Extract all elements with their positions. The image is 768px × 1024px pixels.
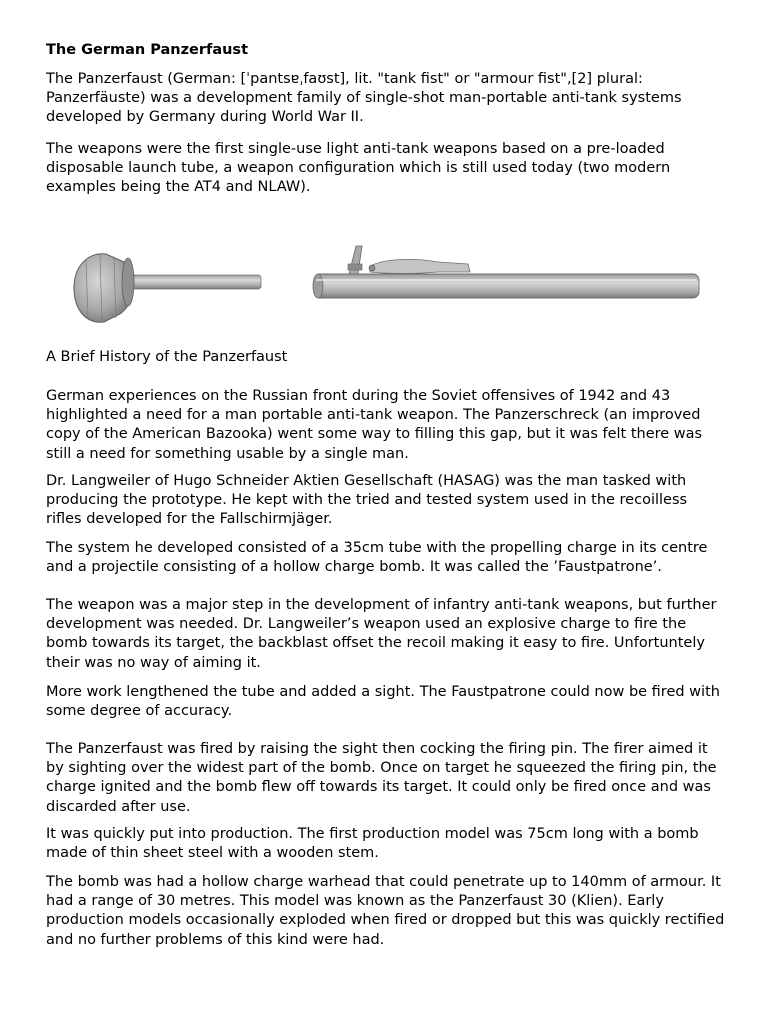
- launch-tube-image: [313, 246, 699, 298]
- body-paragraph-7: It was quickly put into production. The first production model was 75cm long with a bomb made of thin sheet steel with a wooden stem.: [46, 826, 699, 862]
- document-title: The German Panzerfaust: [46, 42, 248, 58]
- body-paragraph-3: The system he developed consisted of a 35cm tube with the propelling charge in its centre and a projectile consisting of a hollow charge bomb. It was called the ’Faustpatrone’.: [46, 540, 708, 576]
- body-paragraph-6: The Panzerfaust was fired by raising the sight then cocking the firing pin. The firer aimed it by sighting over the widest part of the bomb. Once on target he squeezed the firing pin, the charge ignited and the bomb flew off towards its target. It could only be fired once and was discarded after use.: [46, 741, 717, 815]
- warhead-image: [74, 254, 261, 322]
- body-paragraph-5: More work lengthened the tube and added a sight. The Faustpatrone could now be fired with some degree of accuracy.: [46, 684, 720, 720]
- body-paragraph-2: Dr. Langweiler of Hugo Schneider Aktien Gesellschaft (HASAG) was the man tasked with producing the prototype. He kept with the tried and tested system used in the recoilless rifles developed for the Fallschirmjäger.: [46, 473, 688, 528]
- intro-paragraph-1: The Panzerfaust (German: [ˈpantsɐˌfaʊst], lit. "tank fist" or "armour fist",[2] plural: Panzerfäuste) was a development family of single-shot man-portable anti-tank systems developed by Germany during World War II.: [46, 71, 682, 126]
- section-heading: A Brief History of the Panzerfaust: [46, 349, 288, 365]
- panzerfaust-photo: [66, 228, 716, 338]
- body-paragraph-8: The bomb was had a hollow charge warhead that could penetrate up to 140mm of armour. It had a range of 30 metres. This model was known as the Panzerfaust 30 (Klien). Early production models occasionally exploded when fired or dropped but this was quickly rectified and no further problems of this kind were had.: [46, 874, 725, 948]
- body-paragraph-4: The weapon was a major step in the development of infantry anti-tank weapons, but further development was needed. Dr. Langweiler’s weapon used an explosive charge to fire the bomb towards its target, the backblast offset the recoil making it easy to fire. Unfortuntely their was no way of aiming it.: [46, 597, 717, 671]
- body-paragraph-1: German experiences on the Russian front during the Soviet offensives of 1942 and 43 highlighted a need for a man portable anti-tank weapon. The Panzerschreck (an improved copy of the American Bazooka) went some way to filling this gap, but it was felt there was still a need for something usable by a single man.: [46, 388, 703, 462]
- intro-paragraph-2: The weapons were the first single-use light anti-tank weapons based on a pre-loaded disposable launch tube, a weapon configuration which is still used today (two modern examples being the AT4 and NLAW).: [46, 141, 671, 196]
